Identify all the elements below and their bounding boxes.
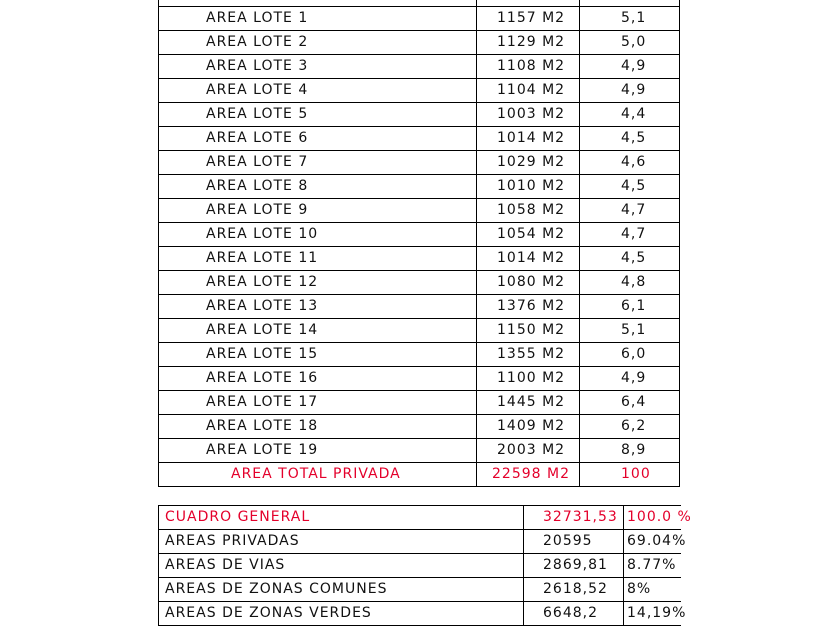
lote-label: AREA LOTE 3	[206, 58, 309, 74]
lote-label: AREA LOTE 1	[206, 10, 309, 26]
lote-pct: 8,9	[621, 442, 647, 458]
total-lote-area: 22598 M2	[492, 466, 570, 482]
lote-pct: 4,7	[621, 226, 647, 242]
area-type-label: AREAS DE VIAS	[165, 557, 286, 573]
lote-area: 1003 M2	[497, 106, 566, 122]
table-row	[159, 174, 679, 198]
lote-area: 1014 M2	[497, 130, 566, 146]
lote-pct: 4,7	[621, 202, 647, 218]
lote-label: AREA LOTE 7	[206, 154, 309, 170]
area-value: 2869,81	[543, 557, 608, 573]
table-row	[159, 438, 679, 462]
lote-area: 2003 M2	[497, 442, 566, 458]
area-value: 20595	[543, 533, 593, 549]
lote-pct: 4,5	[621, 130, 647, 146]
table-row	[159, 294, 679, 318]
table-row	[159, 414, 679, 438]
table-row	[159, 6, 679, 30]
lote-area: 1108 M2	[497, 58, 566, 74]
cuadro-general-header-row	[159, 506, 692, 530]
table-row	[159, 78, 679, 102]
total-row	[159, 462, 679, 486]
lote-area: 1376 M2	[497, 298, 566, 314]
lote-label: AREA LOTE 6	[206, 130, 309, 146]
lote-pct: 5,0	[621, 34, 647, 50]
table-row	[159, 270, 679, 294]
lote-pct: 4,8	[621, 274, 647, 290]
lote-area: 1104 M2	[497, 82, 566, 98]
lote-label: AREA LOTE 9	[206, 202, 309, 218]
lote-pct: 4,4	[621, 106, 647, 122]
table-row	[159, 102, 679, 126]
lote-area: 1029 M2	[497, 154, 566, 170]
cuadro-general-table	[158, 505, 692, 626]
table-row	[159, 54, 679, 78]
lote-pct: 6,2	[621, 418, 647, 434]
lote-area: 1054 M2	[497, 226, 566, 242]
cuadro-general-title: CUADRO GENERAL	[165, 509, 311, 525]
lote-pct: 6,1	[621, 298, 647, 314]
lote-label: AREA LOTE 17	[206, 394, 319, 410]
lote-area: 1355 M2	[497, 346, 566, 362]
area-type-label: AREAS DE ZONAS VERDES	[165, 605, 372, 621]
table-row	[159, 553, 681, 578]
area-pct: 8.77%	[627, 557, 677, 573]
lote-area: 1058 M2	[497, 202, 566, 218]
area-pct: 8%	[627, 581, 652, 597]
area-pct: 69.04%	[627, 533, 687, 549]
lote-area: 1157 M2	[497, 10, 566, 26]
table-row	[159, 222, 679, 246]
lote-label: AREA LOTE 4	[206, 82, 309, 98]
table-row	[159, 246, 679, 270]
table-row	[159, 150, 679, 174]
lote-area: 1150 M2	[497, 322, 566, 338]
table-row	[159, 390, 679, 414]
lote-label: AREA LOTE 13	[206, 298, 319, 314]
lote-area: 1129 M2	[497, 34, 566, 50]
lote-pct: 4,5	[621, 178, 647, 194]
lote-pct: 6,4	[621, 394, 647, 410]
lote-pct: 4,6	[621, 154, 647, 170]
lote-label: AREA LOTE 14	[206, 322, 319, 338]
lote-area: 1445 M2	[497, 394, 566, 410]
lote-pct: 4,9	[621, 82, 647, 98]
lote-pct: 6,0	[621, 346, 647, 362]
lote-area: 1100 M2	[497, 370, 566, 386]
lote-label: AREA LOTE 5	[206, 106, 309, 122]
area-type-label: AREAS DE ZONAS COMUNES	[165, 581, 388, 597]
lote-label: AREA LOTE 10	[206, 226, 319, 242]
area-type-label: AREAS PRIVADAS	[165, 533, 300, 549]
table-row	[159, 577, 681, 602]
lote-area: 1080 M2	[497, 274, 566, 290]
table-row	[159, 30, 679, 54]
lote-label: AREA LOTE 19	[206, 442, 319, 458]
table-row	[159, 198, 679, 222]
table-row	[159, 318, 679, 342]
lote-label: AREA LOTE 12	[206, 274, 319, 290]
table-row	[159, 342, 679, 366]
table-row	[159, 126, 679, 150]
table-row	[159, 529, 687, 554]
lote-pct: 5,1	[621, 322, 647, 338]
total-lote-label: AREA TOTAL PRIVADA	[231, 466, 401, 482]
lote-pct: 4,5	[621, 250, 647, 266]
lote-area: 1014 M2	[497, 250, 566, 266]
lote-area: 1409 M2	[497, 418, 566, 434]
lote-area: 1010 M2	[497, 178, 566, 194]
lotes-table	[158, 0, 680, 487]
lote-label: AREA LOTE 11	[206, 250, 319, 266]
table-row	[159, 601, 687, 626]
lote-pct: 4,9	[621, 58, 647, 74]
lote-label: AREA LOTE 2	[206, 34, 309, 50]
lote-label: AREA LOTE 15	[206, 346, 319, 362]
cuadro-general-total: 32731,53	[543, 509, 618, 525]
area-value: 6648,2	[543, 605, 598, 621]
lote-label: AREA LOTE 18	[206, 418, 319, 434]
lote-pct: 5,1	[621, 10, 647, 26]
lote-label: AREA LOTE 8	[206, 178, 309, 194]
lote-label: AREA LOTE 16	[206, 370, 319, 386]
area-pct: 14,19%	[627, 605, 687, 621]
lote-pct: 4,9	[621, 370, 647, 386]
table-row	[159, 366, 679, 390]
area-value: 2618,52	[543, 581, 608, 597]
total-lote-pct: 100	[621, 466, 651, 482]
cuadro-general-pct: 100.0 %	[627, 509, 692, 525]
